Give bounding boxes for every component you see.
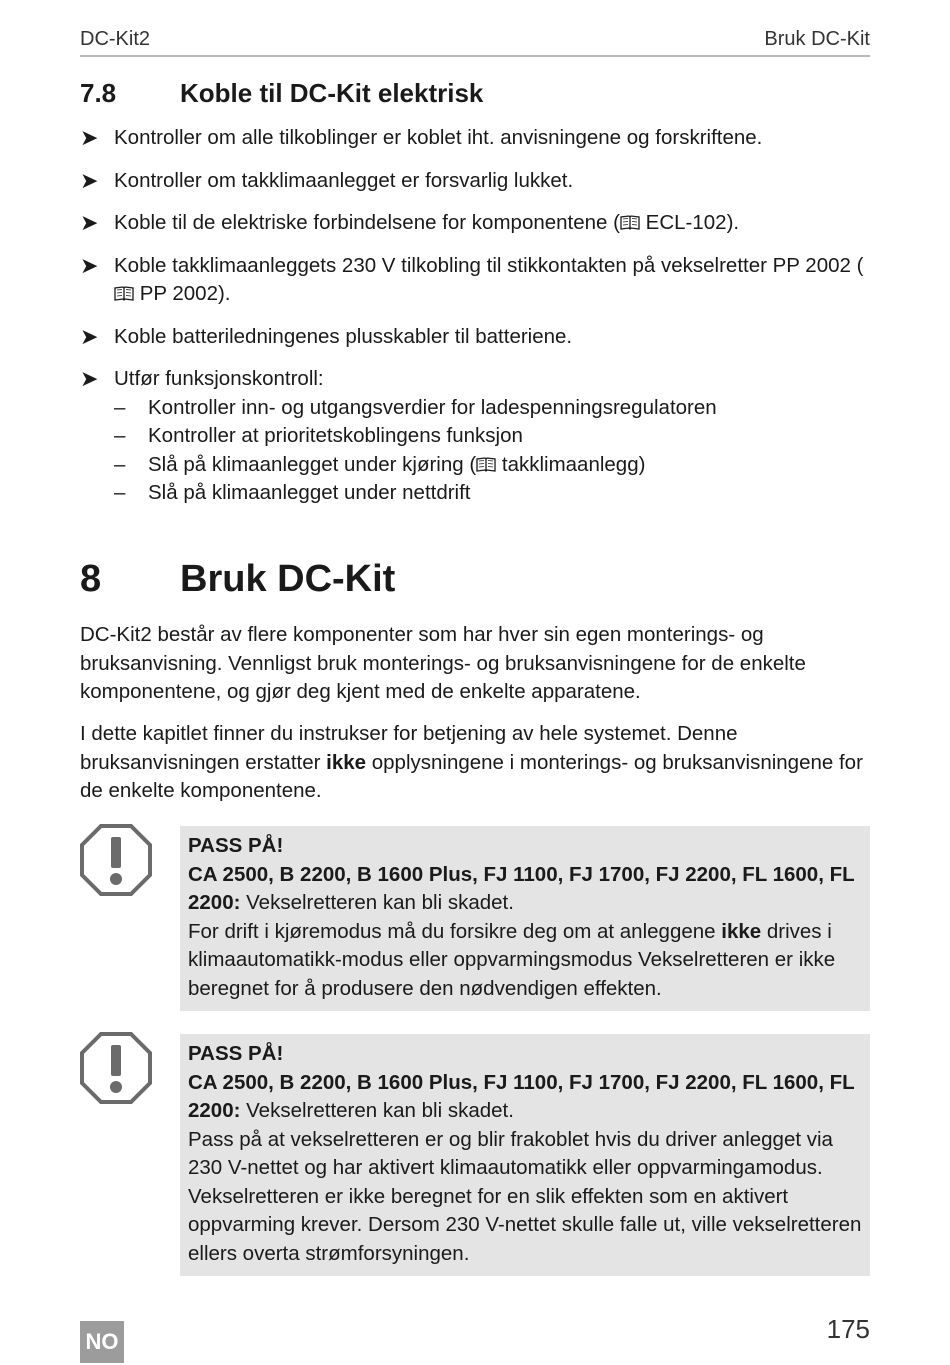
sub-step-text: Slå på klimaanlegget under kjøring ( <box>148 452 477 476</box>
section-number: 7.8 <box>80 78 117 108</box>
warning-body <box>188 918 862 1004</box>
dash-bullet-icon: – <box>114 395 126 419</box>
manual-book-icon <box>620 215 640 230</box>
list-item <box>80 252 870 309</box>
page-number: 175 <box>826 1314 870 1344</box>
intro-text: I dette kapitlet finner du instrukser for betjening av hele systemet. Denne bruksanvisningen erstatter <box>80 722 738 774</box>
step-text: Kontroller om takklimaanlegget er forsvarlig lukket. <box>114 168 574 192</box>
arrow-bullet-icon: ➤ <box>80 167 99 193</box>
dash-bullet-icon: – <box>114 424 126 447</box>
arrow-bullet-icon: ➤ <box>80 252 99 278</box>
arrow-bullet-icon: ➤ <box>80 210 99 235</box>
intro-text: opplysningene i monterings- og bruksanvisningene for de enkelte komponentene. <box>80 750 863 802</box>
sub-step-text: takklimaanlegg) <box>496 452 646 476</box>
header-right: Bruk DC-Kit <box>764 28 870 50</box>
step-text: ECL-102). <box>639 211 740 234</box>
list-item <box>80 167 870 196</box>
warning-models: CA 2500, B 2200, B 1600 Plus, FJ 1100, FJ 1700, FJ 2200, FL 1600, FL 2200: <box>188 862 855 914</box>
warning-box-1 <box>180 826 870 1011</box>
dash-bullet-icon: – <box>114 481 126 504</box>
language-tag: NO <box>80 1321 124 1363</box>
warning-box-2 <box>180 1034 870 1276</box>
list-item <box>80 323 870 352</box>
header-left: DC-Kit2 <box>80 28 151 50</box>
manual-book-icon <box>114 286 134 301</box>
section-title: Koble til DC-Kit elektrisk <box>180 78 484 108</box>
warning-models-line <box>188 1069 862 1126</box>
chapter-number: 8 <box>80 558 102 600</box>
page-header <box>80 28 870 57</box>
sub-step-text: Slå på klimaanlegget under nettdrift <box>148 481 471 504</box>
intro-emphasis: ikke <box>326 750 367 774</box>
warning-models: CA 2500, B 2200, B 1600 Plus, FJ 1100, FJ 1700, FJ 2200, FL 1600, FL 2200: <box>188 1070 855 1122</box>
warning-title: PASS PÅ! <box>188 1042 284 1065</box>
step-text: Koble batteriledningenes plusskabler til batteriene. <box>114 324 573 348</box>
warning-text: drives i klimaautomatikk-modus eller oppvarmingsmodus Vekselretteren er ikke beregnet for å produsere den nødvendigen effekten. <box>188 919 836 1000</box>
step-text: Utfør funksjonskontroll: <box>114 367 324 390</box>
intro-paragraph-1: DC-Kit2 består av flere komponenter som har hver sin egen monterings- og bruksanvisning. Vennligst bruk monterings- og bruksanvisningene for de enkelte komponentene, og gjør deg kjent med de enkelte apparatene. <box>80 623 806 703</box>
sub-step-text: Kontroller inn- og utgangsverdier for ladespenningsregulatoren <box>148 395 717 419</box>
arrow-bullet-icon: ➤ <box>80 366 99 391</box>
sub-list-item <box>114 394 870 423</box>
sub-list-item <box>114 451 870 480</box>
warning-risk: Vekselretteren kan bli skadet. <box>240 1099 514 1122</box>
arrow-bullet-icon: ➤ <box>80 323 99 349</box>
warning-title: PASS PÅ! <box>188 834 284 857</box>
warning-risk: Vekselretteren kan bli skadet. <box>240 891 514 914</box>
intro-paragraph-2 <box>80 720 870 806</box>
section-heading <box>80 78 483 109</box>
arrow-bullet-icon: ➤ <box>80 125 99 150</box>
warning-exclamation-icon <box>80 1032 152 1104</box>
warning-exclamation-icon <box>80 824 152 896</box>
list-item <box>80 365 870 508</box>
sub-list-item <box>114 422 870 451</box>
sub-list <box>114 394 870 508</box>
warning-body: Pass på at vekselretteren er og blir frakoblet hvis du driver anlegget via 230 V-nettet og har aktivert klimaautomatikk eller oppvarmingamodus. Vekselretteren er ikke beregnet for en slik effekten som en aktivert oppvarming krever. Dersom 230 V-nettet skulle falle ut, ville vekselretteren ellers overta strømforsyningen. <box>188 1127 862 1265</box>
warning-emphasis: ikke <box>721 919 762 943</box>
list-item <box>80 209 870 238</box>
warning-text: For drift i kjøremodus må du forsikre deg om at anleggene <box>188 919 722 943</box>
manual-book-icon <box>476 457 496 472</box>
instruction-list <box>80 124 870 522</box>
warning-models-line <box>188 861 862 918</box>
list-item <box>80 124 870 153</box>
dash-bullet-icon: – <box>114 452 126 476</box>
chapter-title: Bruk DC-Kit <box>180 558 396 600</box>
chapter-heading <box>80 558 395 601</box>
step-text: Koble takklimaanleggets 230 V tilkobling til stikkontakten på vekselretter PP 2002 ( <box>114 253 864 277</box>
sub-step-text: Kontroller at prioritetskoblingens funksjon <box>148 424 523 447</box>
sub-list-item <box>114 479 870 508</box>
step-text: PP 2002). <box>134 282 231 305</box>
step-text: Kontroller om alle tilkoblinger er koblet iht. anvisningene og forskriftene. <box>114 126 763 149</box>
step-text: Koble til de elektriske forbindelsene for komponentene ( <box>114 211 620 234</box>
